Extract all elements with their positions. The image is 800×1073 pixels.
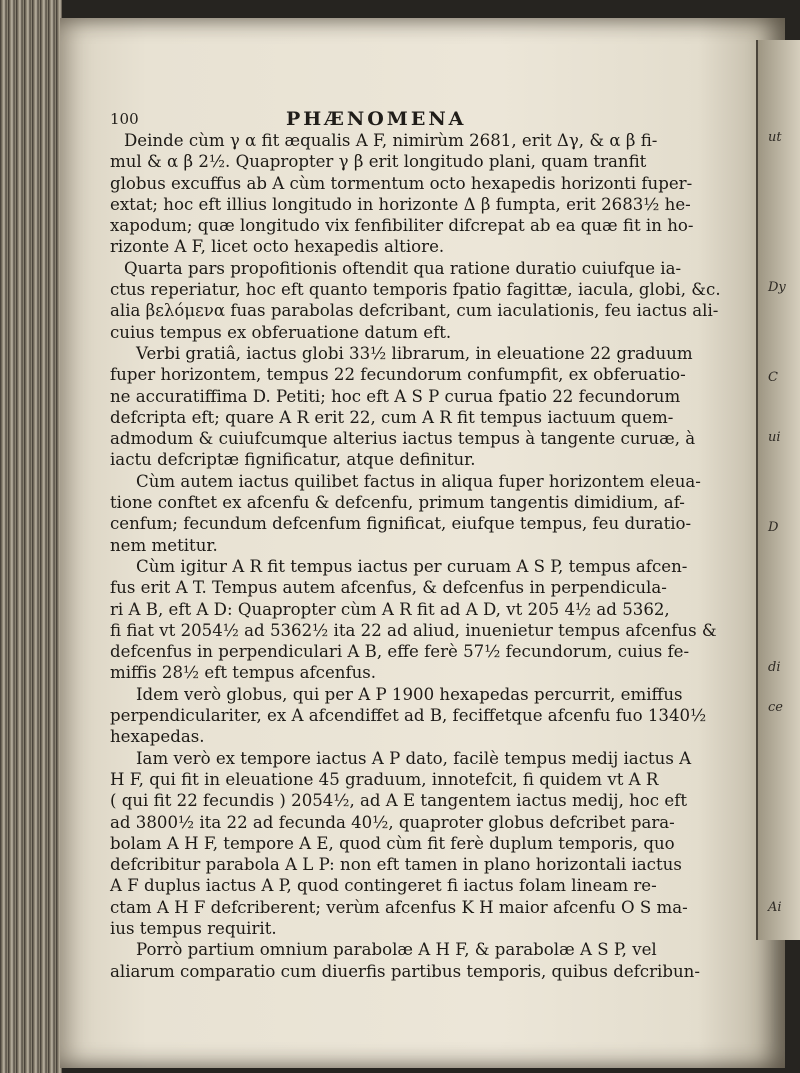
- margin-fragment: D: [768, 520, 779, 535]
- page-header: [110, 108, 710, 132]
- text-line: fi fiat vt 2054½ ad 5362½ ita 22 ad aliud, inuenietur tempus afcenfus &: [110, 620, 717, 640]
- text-line: Idem verò globus, qui per A P 1900 hexapedas percurrit, emiffus: [136, 684, 683, 704]
- text-line: Verbi gratiâ, iactus globi 33½ librarum, in eleuatione 22 graduum: [136, 343, 693, 363]
- text-line: fus erit A T. Tempus autem afcenfus, & defcenfus in perpendicula-: [110, 578, 667, 598]
- text-line: ri A B, eft A D: Quapropter cùm A R fit ad A D, vt 205 4½ ad 5362,: [110, 599, 670, 619]
- text-line: A F duplus iactus A P, quod contingeret fi iactus folam lineam re-: [110, 876, 657, 896]
- text-line: Cùm autem iactus quilibet factus in aliqua fuper horizontem eleua-: [136, 471, 701, 491]
- text-line: nem metitur.: [110, 535, 218, 555]
- text-line: tione conftet ex afcenfu & defcenfu, primum tangentis dimidium, af-: [110, 493, 685, 513]
- text-line: cenfum; fecundum defcenfum fignificat, eiufque tempus, feu duratio-: [110, 514, 692, 534]
- margin-fragment: ut: [768, 130, 782, 145]
- margin-fragment: ce: [768, 700, 783, 715]
- text-line: ius tempus requirit.: [110, 918, 277, 938]
- text-line: aliarum comparatio cum diuerfis partibus temporis, quibus defcribun-: [110, 961, 700, 981]
- text-line: miffis 28½ eft tempus afcenfus.: [110, 663, 377, 683]
- text-line: globus excuffus ab A cùm tormentum octo hexapedis horizonti fuper-: [110, 173, 693, 193]
- text-line: ctus reperiatur, hoc eft quanto temporis fpatio fagittæ, iacula, globi, &c.: [110, 280, 721, 300]
- body-text: [110, 130, 755, 982]
- text-line: H F, qui fit in eleuatione 45 graduum, innotefcit, fi quidem vt A R: [110, 769, 659, 789]
- margin-fragment: Dy: [768, 280, 786, 295]
- text-line: xapodum; quæ longitudo vix fenfibiliter difcrepat ab ea quæ fit in ho-: [110, 216, 694, 236]
- margin-fragment: Ai: [768, 900, 782, 915]
- text-line: Iam verò ex tempore iactus A P dato, facilè tempus medij iactus A: [136, 748, 692, 768]
- text-line: hexapedas.: [110, 727, 205, 747]
- book-spine-edge: [0, 0, 62, 1073]
- text-line: ctam A H F defcriberent; verùm afcenfus K H maior afcenfu O S ma-: [110, 897, 688, 917]
- text-line: bolam A H F, tempore A E, quod cùm fit ferè duplum temporis, quo: [110, 833, 675, 853]
- margin-fragment: C: [768, 370, 778, 385]
- text-line: ( qui fit 22 fecundis ) 2054½, ad A E tangentem iactus medij, hoc eft: [110, 791, 688, 811]
- page-number: 100: [110, 110, 139, 128]
- text-line: cuius tempus ex obferuatione datum eft.: [110, 322, 452, 342]
- text-line: fuper horizontem, tempus 22 fecundorum confumpfit, ex obferuatio-: [110, 365, 686, 385]
- text-line: mul & α β 2½. Quapropter γ β erit longitudo plani, quam tranfit: [110, 152, 647, 172]
- running-title: PHÆNOMENA: [286, 108, 467, 130]
- text-line: Quarta pars propofitionis oftendit qua ratione duratio cuiufque ia-: [124, 258, 682, 278]
- text-line: Porrò partium omnium parabolæ A H F, & parabolæ A S P, vel: [136, 940, 657, 960]
- margin-fragment: ui: [768, 430, 781, 445]
- text-line: defcribitur parabola A L P: non eft tamen in plano horizontali iactus: [110, 855, 682, 875]
- text-line: ne accuratiffima D. Petiti; hoc eft A S P curua fpatio 22 fecundorum: [110, 386, 681, 406]
- text-line: extat; hoc eft illius longitudo in horizonte Δ β fumpta, erit 2683½ he-: [110, 194, 691, 214]
- text-line: ad 3800½ ita 22 ad fecunda 40½, quaproter globus defcribet para-: [110, 812, 675, 832]
- text-line: Deinde cùm γ α fit æqualis A F, nimirùm 2681, erit Δγ, & α β fi-: [124, 131, 658, 150]
- text-line: perpendiculariter, ex A afcendiffet ad B, feciffetque afcenfu fuo 1340½: [110, 706, 707, 726]
- text-line: rizonte A F, licet octo hexapedis altiore.: [110, 237, 445, 257]
- text-line: defcripta eft; quare A R erit 22, cum A R fit tempus iactuum quem-: [110, 407, 674, 427]
- facing-page-edge: [756, 40, 800, 940]
- margin-fragment: di: [768, 660, 781, 675]
- text-line: defcenfus in perpendiculari A B, effe ferè 57½ fecundorum, cuius fe-: [110, 642, 690, 662]
- text-line: admodum & cuiufcumque alterius iactus tempus à tangente curuæ, à: [110, 429, 696, 449]
- text-line: iactu defcriptæ fignificatur, atque definitur.: [110, 450, 476, 470]
- text-line: alia βελόμενα fuas parabolas defcribant, cum iaculationis, feu iactus ali-: [110, 301, 719, 321]
- text-line: Cùm igitur A R fit tempus iactus per curuam A S P, tempus afcen-: [136, 556, 688, 576]
